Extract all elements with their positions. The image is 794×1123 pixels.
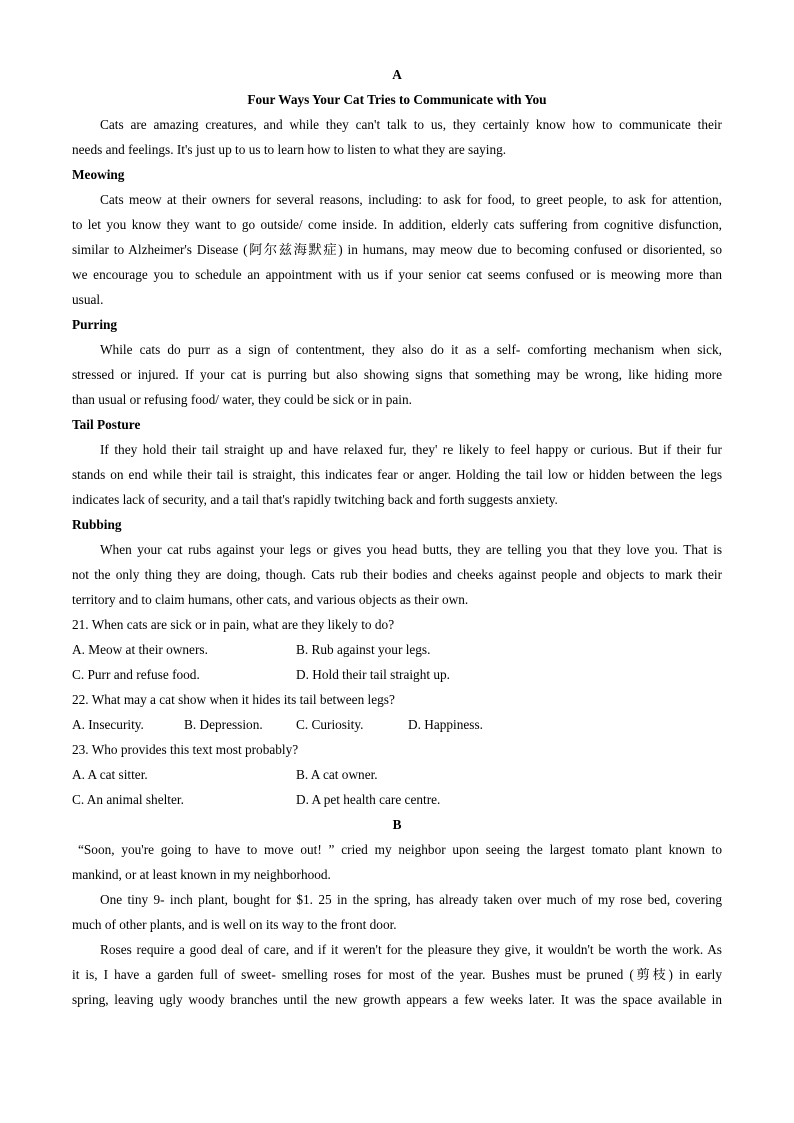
meowing-line: similar to Alzheimer's Disease (阿尔兹海默症) in humans, may meow due to becoming confused or disoriented, so <box>72 242 722 257</box>
passage-b-label: B <box>392 817 402 832</box>
option-23-b: B. A cat owner. <box>296 767 378 782</box>
tail-posture-line: stands on end while their tail is straight, this indicates fear or anger. Holding the tail low or hidden between the legs <box>72 467 722 482</box>
passage-b-line: One tiny 9- inch plant, bought for $1. 25 in the spring, has already taken over much of my rose bed, covering <box>100 892 722 907</box>
meowing-line: Cats meow at their owners for several reasons, including: to ask for food, to greet people, to ask for attention, <box>100 192 722 207</box>
passage-b-line: spring, leaving ugly woody branches until the new growth appears a few weeks later. It was the space available in <box>72 992 722 1007</box>
tail-posture-line: If they hold their tail straight up and have relaxed fur, they' re likely to feel happy or curious. But if their fur <box>100 442 722 457</box>
purring-line: stressed or injured. If your cat is purring but also showing signs that something may be wrong, like hiding more <box>72 367 722 382</box>
passage-a-intro-line: needs and feelings. It's just up to us to learn how to listen to what they are saying. <box>72 142 507 157</box>
document-page <box>72 62 722 1012</box>
meowing-line: to let you know they want to go outside/ come inside. In addition, elderly cats suffering from cognitive disfunction, <box>72 217 722 232</box>
purring-line: While cats do purr as a sign of contentment, they also do it as a self- comforting mechanism when sick, <box>100 342 722 357</box>
option-22-a: A. Insecurity. <box>72 717 144 732</box>
option-row <box>72 637 722 662</box>
section-heading-rubbing: Rubbing <box>72 517 122 532</box>
option-row <box>72 762 722 787</box>
passage-b-line: much of other plants, and is well on its way to the front door. <box>72 917 397 932</box>
passage-b-line: Roses require a good deal of care, and if it weren't for the pleasure they give, it wouldn't be worth the work. As <box>100 942 722 957</box>
option-row <box>72 787 722 812</box>
tail-posture-line: indicates lack of security, and a tail that's rapidly twitching back and forth suggests anxiety. <box>72 492 558 507</box>
option-21-c: C. Purr and refuse food. <box>72 667 200 682</box>
section-heading-tail-posture: Tail Posture <box>72 417 141 432</box>
passage-a-label: A <box>392 67 402 82</box>
option-23-d: D. A pet health care centre. <box>296 792 441 807</box>
option-22-d: D. Happiness. <box>408 717 483 732</box>
question-stem: 21. When cats are sick or in pain, what are they likely to do? <box>72 617 395 632</box>
option-row <box>72 712 722 737</box>
passage-a-title: Four Ways Your Cat Tries to Communicate with You <box>247 92 547 107</box>
meowing-line: usual. <box>72 292 104 307</box>
question-stem: 22. What may a cat show when it hides its tail between legs? <box>72 692 395 707</box>
rubbing-line: not the only thing they are doing, though. Cats rub their bodies and cheeks against people and objects to mark their <box>72 567 722 582</box>
section-heading-meowing: Meowing <box>72 167 125 182</box>
rubbing-line: territory and to claim humans, other cats, and various objects as their own. <box>72 592 469 607</box>
meowing-line: we encourage you to schedule an appointment with us if your senior cat seems confused or is meowing more than <box>72 267 722 282</box>
passage-b-line: mankind, or at least known in my neighborhood. <box>72 867 331 882</box>
option-21-a: A. Meow at their owners. <box>72 642 208 657</box>
option-22-b: B. Depression. <box>184 717 263 732</box>
purring-line: than usual or refusing food/ water, they could be sick or in pain. <box>72 392 412 407</box>
option-22-c: C. Curiosity. <box>296 717 364 732</box>
option-21-d: D. Hold their tail straight up. <box>296 667 450 682</box>
passage-a-intro-line: Cats are amazing creatures, and while they can't talk to us, they certainly know how to communicate their <box>100 117 722 132</box>
option-21-b: B. Rub against your legs. <box>296 642 431 657</box>
section-heading-purring: Purring <box>72 317 118 332</box>
rubbing-line: When your cat rubs against your legs or gives you head butts, they are telling you that they love you. That is <box>100 542 722 557</box>
passage-b-line: “Soon, you're going to have to move out! ” cried my neighbor upon seeing the largest tomato plant known to <box>78 842 722 857</box>
option-23-c: C. An animal shelter. <box>72 792 184 807</box>
question-stem: 23. Who provides this text most probably? <box>72 742 299 757</box>
passage-b-line: it is, I have a garden full of sweet- smelling roses for most of the year. Bushes must be pruned (剪枝) in early <box>72 967 722 982</box>
option-row <box>72 662 722 687</box>
option-23-a: A. A cat sitter. <box>72 767 148 782</box>
